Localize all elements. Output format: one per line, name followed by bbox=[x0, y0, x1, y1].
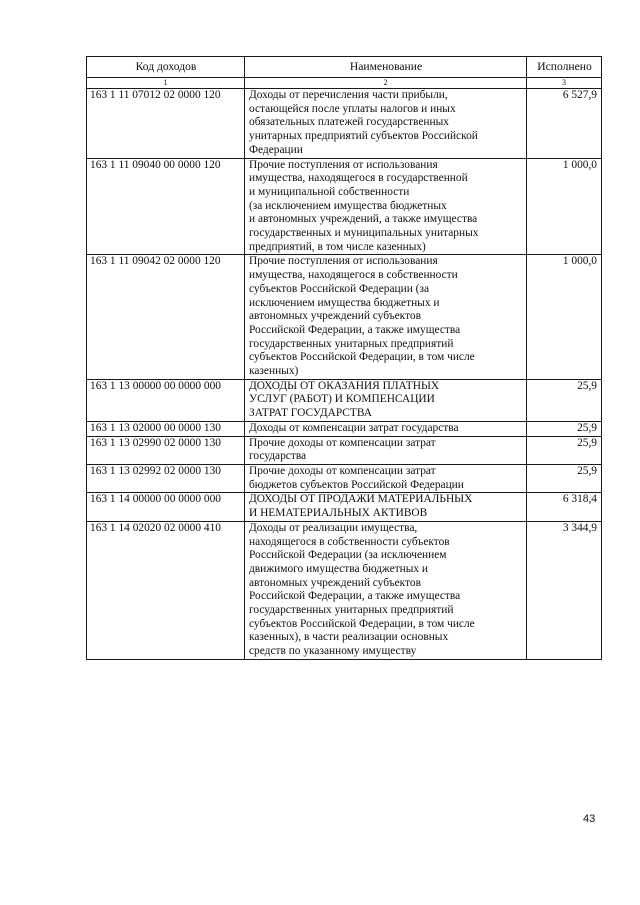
row-sum: 6 318,4 bbox=[527, 493, 602, 521]
row-name: Прочие поступления от использования имущества, находящегося в собственности субъектов Российской Федерации (за исключением имущества бюджетных и автономных учреждений субъектов Российской Федерации, а также имущества государственных унитарных предприятий субъектов Российской Федерации, в том числе казенных) bbox=[245, 255, 527, 379]
row-name: Доходы от реализации имущества, находящегося в собственности субъектов Российской Федерации (за исключением движимого имущества бюджетных и автономных учреждений субъектов Российской Федерации, а также имущества государственных унитарных предприятий субъектов Российской Федерации, в том числе казенных), в части реализации основных средств по указанному имуществу bbox=[245, 521, 527, 659]
table-row bbox=[87, 255, 602, 379]
table-row bbox=[87, 464, 602, 492]
row-sum: 25,9 bbox=[527, 379, 602, 421]
row-name: Доходы от компенсации затрат государства bbox=[245, 421, 527, 436]
row-code: 163 1 11 07012 02 0000 120 bbox=[87, 89, 245, 159]
row-code: 163 1 11 09042 02 0000 120 bbox=[87, 255, 245, 379]
row-name: Прочие доходы от компенсации затрат бюджетов субъектов Российской Федерации bbox=[245, 464, 527, 492]
table-row bbox=[87, 89, 602, 159]
row-name: ДОХОДЫ ОТ ПРОДАЖИ МАТЕРИАЛЬНЫХ И НЕМАТЕРИАЛЬНЫХ АКТИВОВ bbox=[245, 493, 527, 521]
column-number-sum: 3 bbox=[527, 78, 602, 89]
page-number: 43 bbox=[583, 813, 596, 825]
table-row bbox=[87, 421, 602, 436]
row-sum: 6 527,9 bbox=[527, 89, 602, 159]
table-row bbox=[87, 493, 602, 521]
header-sum: Исполнено bbox=[527, 57, 602, 78]
row-code: 163 1 13 00000 00 0000 000 bbox=[87, 379, 245, 421]
row-name: Прочие поступления от использования имущества, находящегося в государственной и муниципальной собственности (за исключением имущества бюджетных и автономных учреждений, а также имущества государственных и муниципальных унитарных предприятий, в том числе казенных) bbox=[245, 158, 527, 255]
header-name: Наименование bbox=[245, 57, 527, 78]
table-header-row bbox=[87, 57, 602, 78]
table-row bbox=[87, 436, 602, 464]
row-sum: 1 000,0 bbox=[527, 255, 602, 379]
table-row bbox=[87, 379, 602, 421]
row-name: ДОХОДЫ ОТ ОКАЗАНИЯ ПЛАТНЫХ УСЛУГ (РАБОТ) И КОМПЕНСАЦИИ ЗАТРАТ ГОСУДАРСТВА bbox=[245, 379, 527, 421]
row-code: 163 1 14 02020 02 0000 410 bbox=[87, 521, 245, 659]
row-sum: 25,9 bbox=[527, 436, 602, 464]
row-name: Прочие доходы от компенсации затрат государства bbox=[245, 436, 527, 464]
row-sum: 25,9 bbox=[527, 421, 602, 436]
row-code: 163 1 11 09040 00 0000 120 bbox=[87, 158, 245, 255]
column-number-name: 2 bbox=[245, 78, 527, 89]
row-sum: 1 000,0 bbox=[527, 158, 602, 255]
header-code: Код доходов bbox=[87, 57, 245, 78]
column-number-code: 1 bbox=[87, 78, 245, 89]
row-code: 163 1 13 02992 02 0000 130 bbox=[87, 464, 245, 492]
row-code: 163 1 14 00000 00 0000 000 bbox=[87, 493, 245, 521]
row-code: 163 1 13 02000 00 0000 130 bbox=[87, 421, 245, 436]
table-body bbox=[87, 89, 602, 660]
table-row bbox=[87, 521, 602, 659]
table-row bbox=[87, 158, 602, 255]
column-number-row bbox=[87, 78, 602, 89]
row-code: 163 1 13 02990 02 0000 130 bbox=[87, 436, 245, 464]
revenue-table bbox=[86, 56, 602, 660]
row-sum: 3 344,9 bbox=[527, 521, 602, 659]
row-sum: 25,9 bbox=[527, 464, 602, 492]
row-name: Доходы от перечисления части прибыли, остающейся после уплаты налогов и иных обязательных платежей государственных унитарных предприятий субъектов Российской Федерации bbox=[245, 89, 527, 159]
